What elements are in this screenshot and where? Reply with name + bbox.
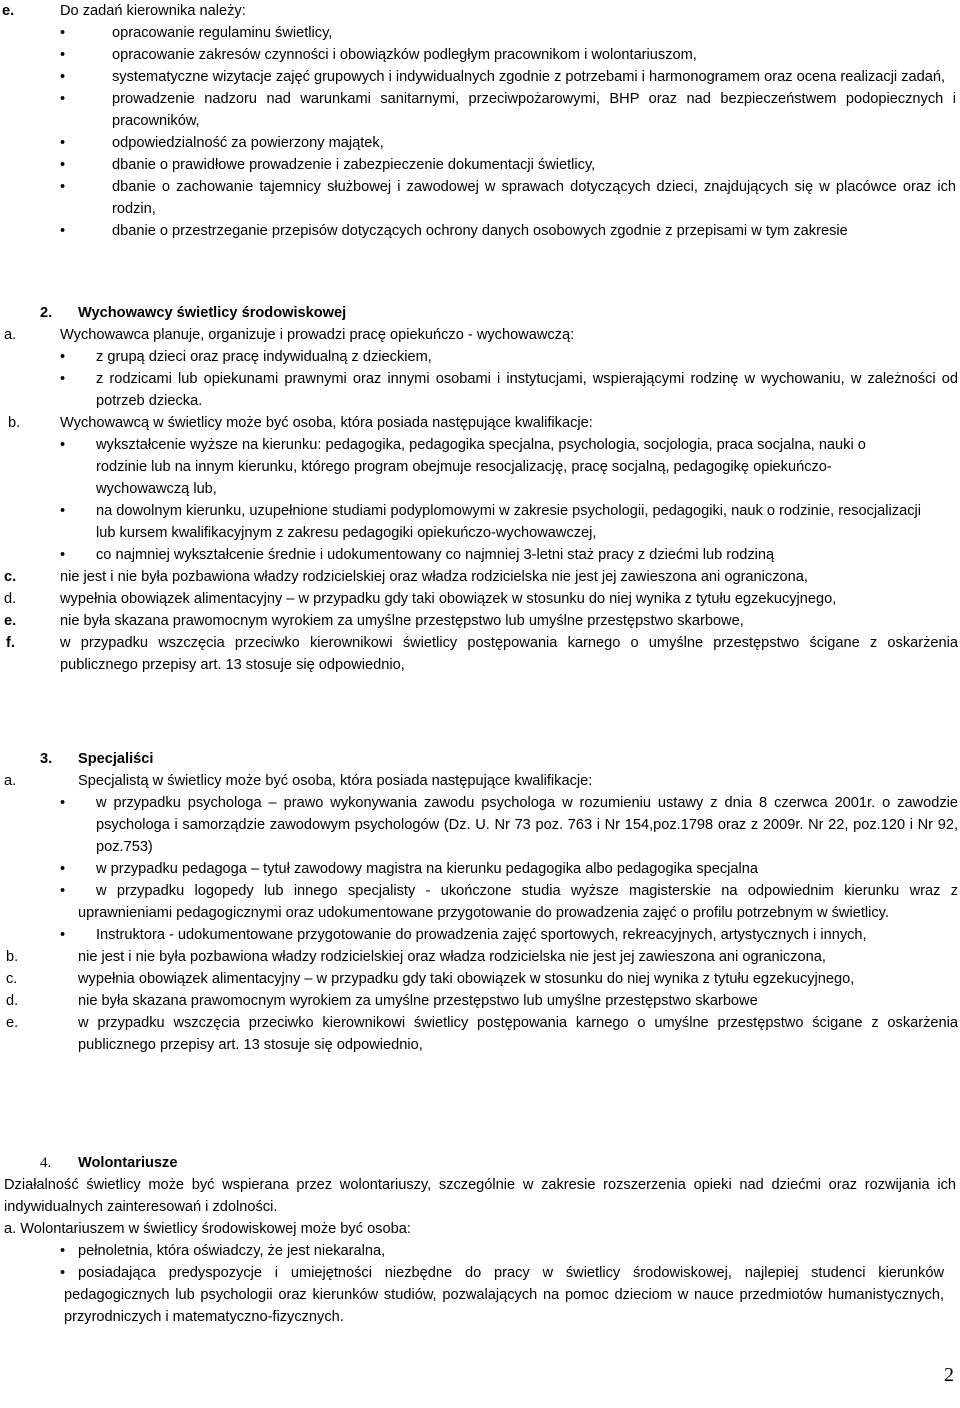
manager-duties-section [0, 0, 960, 242]
specialists-point-a: a. Specjalistą w świetlicy może być osoba, która posiada następujące kwalifikacje: [0, 770, 960, 792]
list-marker: d. [4, 591, 17, 607]
list-marker: a. [4, 773, 17, 789]
list-marker: b. [6, 949, 19, 965]
bullet-icon: • [60, 157, 66, 173]
bullet-icon: • [60, 25, 66, 41]
bullet-icon: • [60, 503, 66, 519]
section-heading [0, 748, 960, 770]
list-item: • co najmniej wykształcenie średnie i udokumentowany co najmniej 3-letni staż pracy z dziećmi lub rodziną [0, 544, 958, 566]
educators-point-a: a. Wychowawca planuje, organizuje i prowadzi pracę opiekuńczo - wychowawczą: [0, 324, 960, 346]
heading-number: 3. [40, 751, 53, 767]
list-item: • z rodzicami lub opiekunami prawnymi oraz innymi osobami i instytucjami, wspierającymi rodzinę w wychowaniu, w zależności od potrzeb dziecka. [0, 368, 958, 412]
manager-duties-intro [0, 0, 960, 22]
list-item: • posiadająca predyspozycje i umiejętności niezbędne do pracy w świetlicy środowiskowej, najlepiej studenci kierunków pedagogicznych lub psychologii oraz kierunków studiów, pozwalających na pomoc dzieciom w nauce przedmiotów humanistycznych, przyrodniczych i matematyczno-fizycznych. [0, 1262, 944, 1328]
heading-text: Specjaliści [78, 751, 154, 767]
heading-number: 4. [40, 1155, 52, 1171]
section-heading [0, 302, 960, 324]
list-marker: e. [6, 1015, 19, 1031]
list-item: • prowadzenie nadzoru nad warunkami sanitarnymi, przeciwpożarowymi, BHP oraz nad bezpieczeństwem podopiecznych i pracowników, [0, 88, 956, 132]
list-item: • Instruktora - udokumentowane przygotowanie do prowadzenia zajęć sportowych, rekreacyjnych, artystycznych i innych, [0, 924, 958, 946]
bullet-icon: • [60, 349, 66, 365]
list-marker: c. [6, 971, 18, 987]
bullet-icon: • [60, 547, 66, 563]
list-item: • na dowolnym kierunku, uzupełnione studiami podyplomowymi w zakresie psychologii, pedagogiki, nauk o rodzinie, resocjalizacji lub kursem kwalifikacyjnym z zakresu pedagogiki opiekuńczo-wychowawczej, [0, 500, 936, 544]
list-item: • dbanie o zachowanie tajemnicy służbowej i zawodowej w sprawach dotyczących dzieci, znajdujących się w placówce oraz ich rodzin, [0, 176, 956, 220]
educators-section [0, 302, 960, 676]
list-item: • w przypadku logopedy lub innego specjalisty - ukończone studia wyższe magisterskie na odpowiednim kierunku wraz z uprawnieniami pedagogicznymi oraz udokumentowane przygotowanie do prowadzenia zajęć o profilu potrzebnym w świetlicy. [0, 880, 958, 924]
bullet-icon: • [60, 371, 66, 387]
list-marker: e. [4, 613, 17, 629]
bullet-icon: • [60, 179, 66, 195]
volunteers-point-a: a. Wolontariuszem w świetlicy środowiskowej może być osoba: [4, 1221, 411, 1237]
list-item: • dbanie o prawidłowe prowadzenie i zabezpieczenie dokumentacji świetlicy, [0, 154, 956, 176]
list-item: • opracowanie regulaminu świetlicy, [0, 22, 956, 44]
bullet-icon: • [60, 223, 66, 239]
list-item: • w przypadku psychologa – prawo wykonywania zawodu psychologa w rozumieniu ustawy z dnia 8 czerwca 2001r. o zawodzie psychologa i samorządzie zawodowym psychologów (Dz. U. Nr 73 poz. 763 i Nr 154,poz.1798 oraz z 2009r. Nr 22, poz.120 i Nr 92, poz.753) [0, 792, 958, 858]
specialists-point-c: c. wypełnia obowiązek alimentacyjny – w przypadku gdy taki obowiązek w stosunku do niej wynika z tytułu egzekucyjnego, [0, 968, 958, 990]
bullet-icon: • [60, 69, 66, 85]
manager-duties-list [0, 22, 960, 242]
list-item: • w przypadku pedagoga – tytuł zawodowy magistra na kierunku pedagogika albo pedagogika specjalna [0, 858, 958, 880]
heading-text: Wolontariusze [78, 1155, 178, 1171]
list-item: • odpowiedzialność za powierzony majątek, [0, 132, 956, 154]
bullet-icon: • [60, 135, 66, 151]
educators-point-f: f. w przypadku wszczęcia przeciwko kierownikowi świetlicy postępowania karnego o umyślne przestępstwo ścigane z oskarżenia publicznego przepisy art. 13 stosuje się odpowiednio, [0, 632, 958, 676]
bullet-icon: • [60, 437, 66, 453]
educators-point-d: d. wypełnia obowiązek alimentacyjny – w przypadku gdy taki obowiązek w stosunku do niej wynika z tytułu egzekucyjnego, [0, 588, 958, 610]
bullet-icon: • [60, 795, 66, 811]
specialists-section [0, 748, 960, 1056]
bullet-icon: • [60, 47, 66, 63]
educators-point-c: c. nie jest i nie była pozbawiona władzy rodzicielskiej oraz władza rodzicielska nie jest jej zawieszona ani ograniczona, [0, 566, 958, 588]
heading-number: 2. [40, 305, 53, 321]
list-marker: b. [8, 415, 21, 431]
list-item: • systematyczne wizytacje zajęć grupowych i indywidualnych zgodnie z potrzebami i harmonogramem oraz ocena realizacji zadań, [0, 66, 956, 88]
educators-point-e: e. nie była skazana prawomocnym wyrokiem za umyślne przestępstwo lub umyślne przestępstwo skarbowe, [0, 610, 958, 632]
list-marker: d. [6, 993, 19, 1009]
list-marker: c. [4, 569, 17, 585]
specialists-point-d: d. nie była skazana prawomocnym wyrokiem za umyślne przestępstwo lub umyślne przestępstwo skarbowe [0, 990, 958, 1012]
list-marker: f. [6, 635, 15, 651]
specialists-point-e: e. w przypadku wszczęcia przeciwko kierownikowi świetlicy postępowania karnego o umyślne przestępstwo ścigane z oskarżenia publicznego przepisy art. 13 stosuje się odpowiednio, [0, 1012, 958, 1056]
list-item: • opracowanie zakresów czynności i obowiązków podległym pracownikom i wolontariuszom, [0, 44, 956, 66]
list-item: • pełnoletnia, która oświadczy, że jest niekaralna, [0, 1240, 958, 1262]
list-marker: a. [4, 327, 17, 343]
heading-text: Wychowawcy świetlicy środowiskowej [78, 305, 347, 321]
section-heading [0, 1152, 960, 1174]
bullet-icon: • [60, 1265, 66, 1281]
specialists-point-b: b. nie jest i nie była pozbawiona władzy rodzicielskiej oraz władza rodzicielska nie jest jej zawieszona ani ograniczona, [0, 946, 958, 968]
volunteers-section [0, 1152, 960, 1328]
bullet-icon: • [60, 861, 66, 877]
list-marker: e. [2, 3, 15, 19]
page-number: 2 [944, 1364, 954, 1386]
bullet-icon: • [60, 1243, 66, 1259]
bullet-icon: • [60, 91, 66, 107]
list-item: • wykształcenie wyższe na kierunku: pedagogika, pedagogika specjalna, psychologia, socjologia, praca socjalna, nauki o rodzinie lub na innym kierunku, którego program obejmuje resocjalizację, pracę socjalną, pedagogikę opiekuńczo-wychowawczą lub, [0, 434, 916, 500]
list-item: • z grupą dzieci oraz pracę indywidualną z dzieckiem, [0, 346, 958, 368]
educators-point-b: b. Wychowawcą w świetlicy może być osoba, która posiada następujące kwalifikacje: [0, 412, 960, 434]
volunteers-paragraph: Działalność świetlicy może być wspierana przez wolontariuszy, szczególnie w zakresie rozszerzenia opieki nad dziećmi oraz rozwijania ich indywidualnych zainteresowań i zdolności. [4, 1177, 956, 1215]
bullet-icon: • [60, 927, 66, 943]
list-item: • dbanie o przestrzeganie przepisów dotyczących ochrony danych osobowych zgodnie z przepisami w tym zakresie [0, 220, 956, 242]
bullet-icon: • [60, 883, 66, 899]
intro-text: Do zadań kierownika należy: [60, 3, 246, 19]
